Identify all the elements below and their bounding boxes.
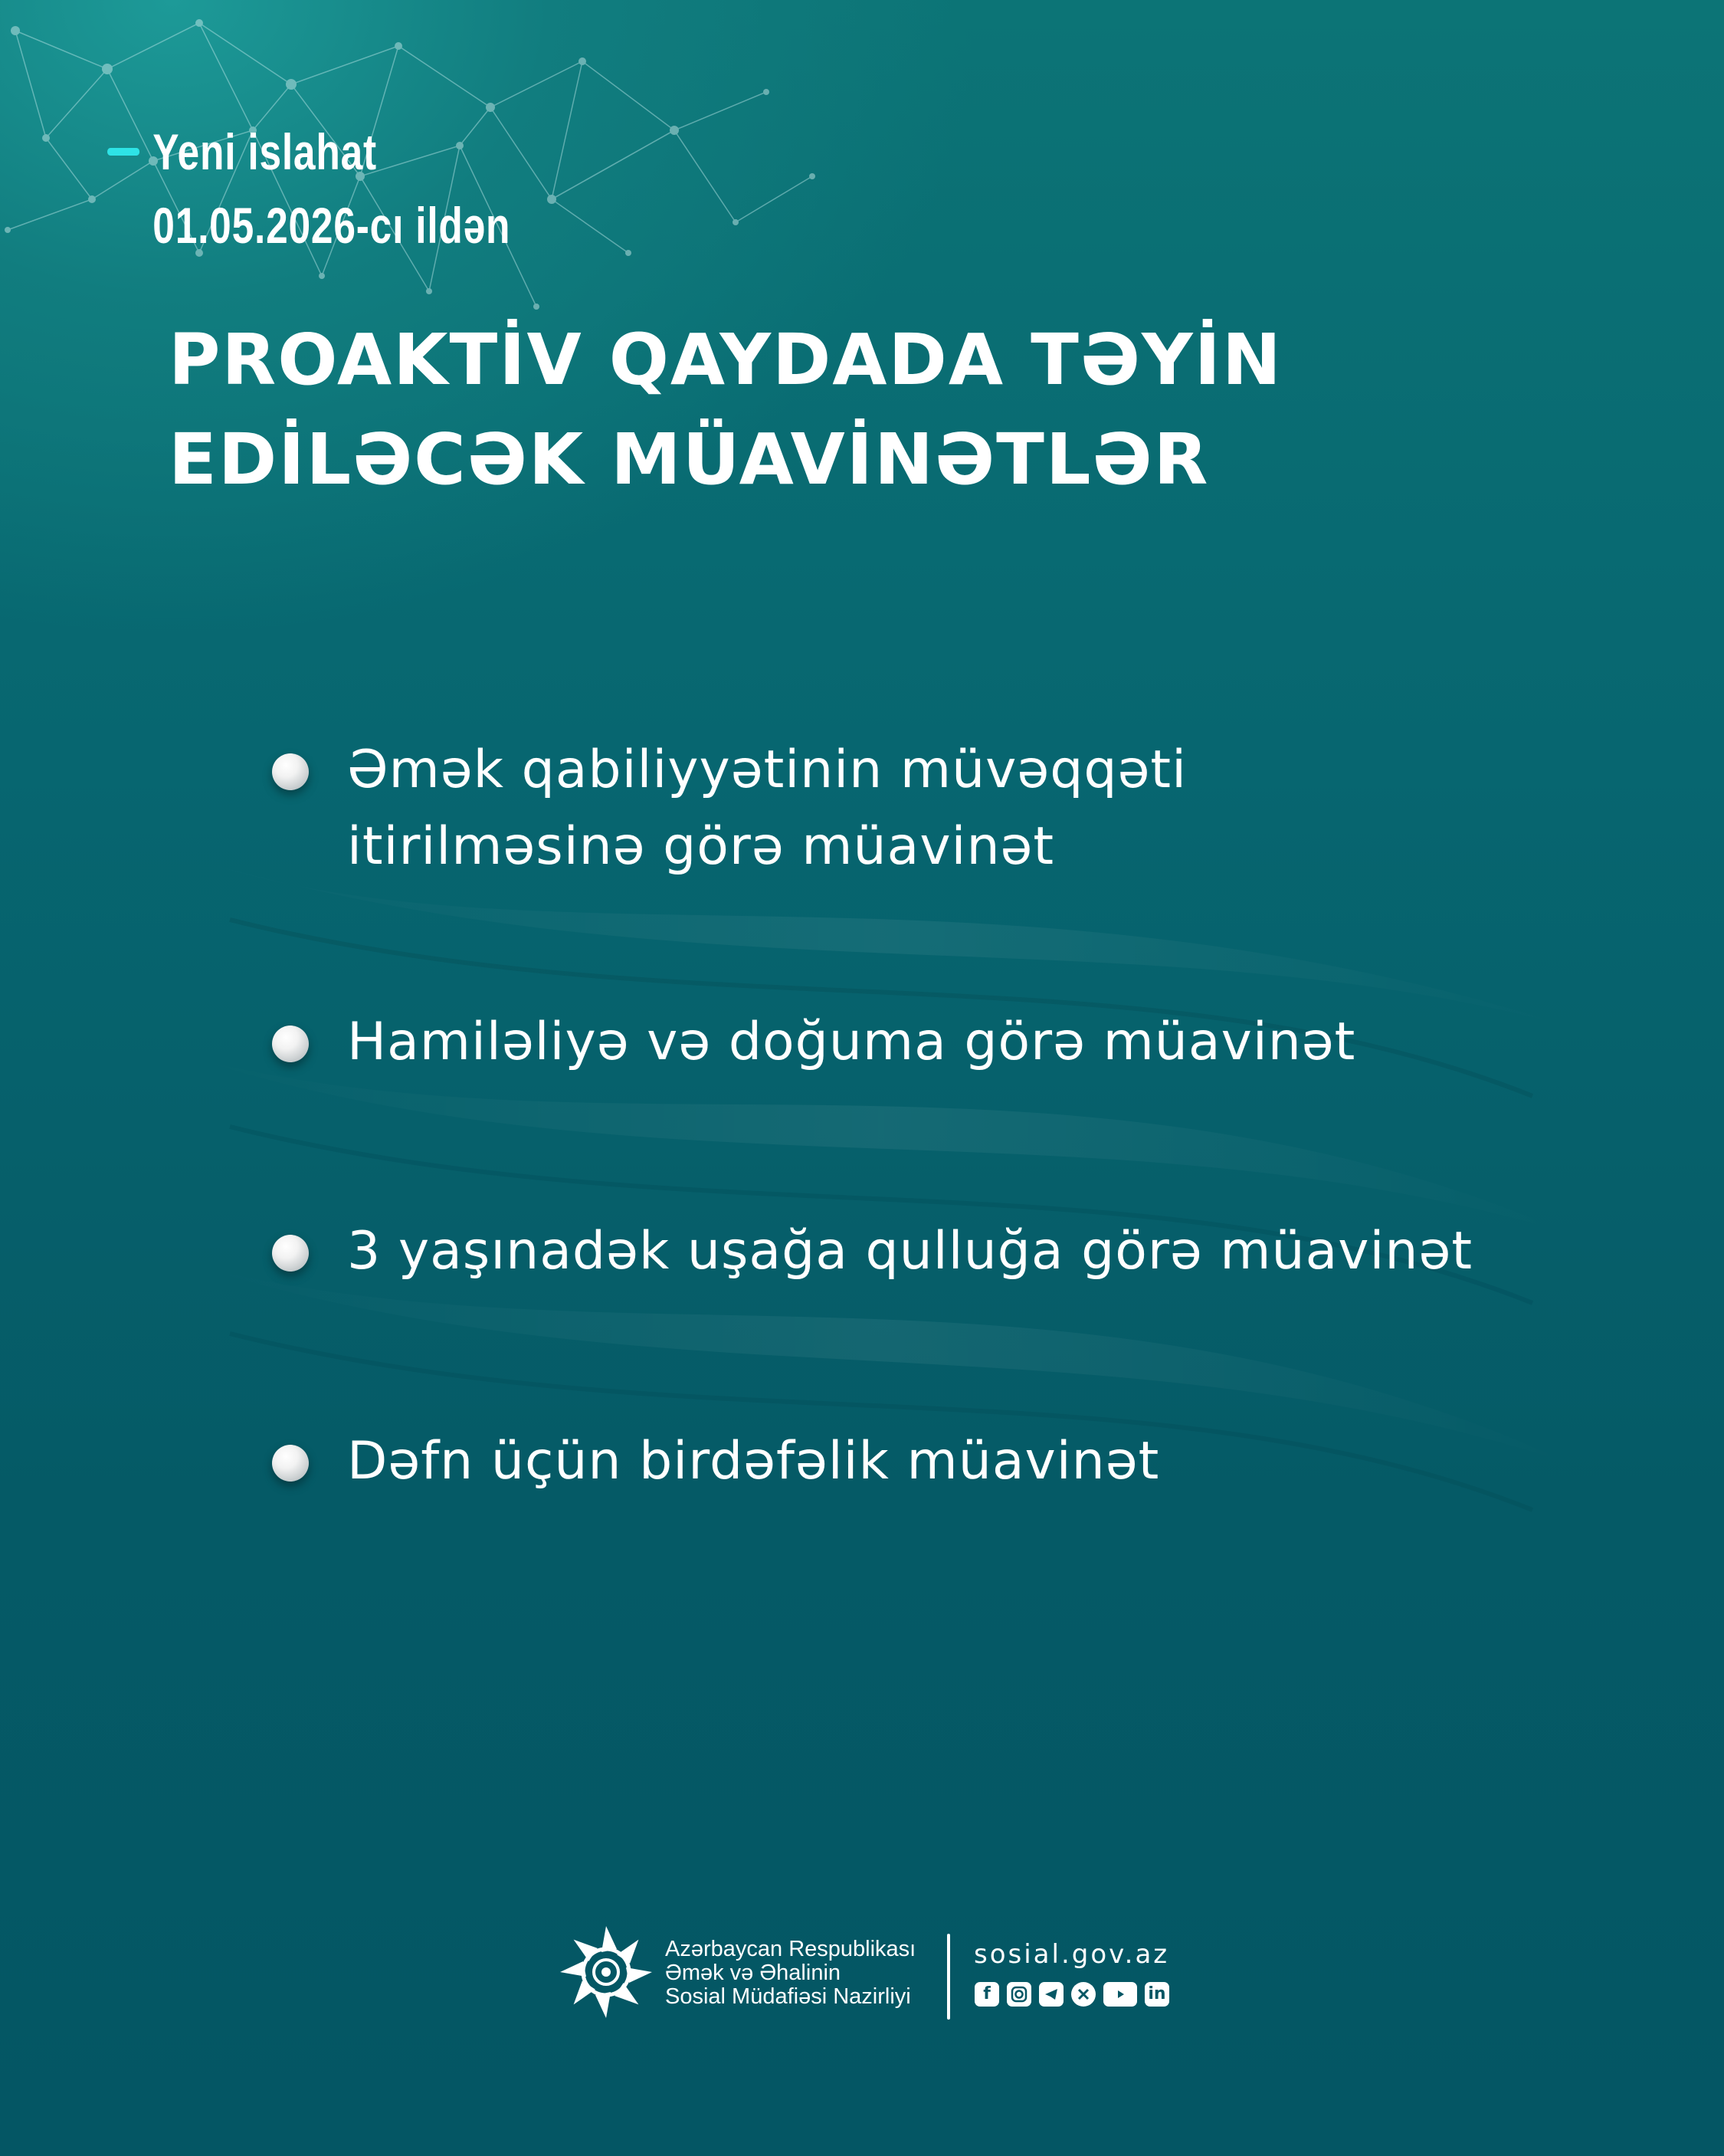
facebook-icon[interactable]: f [975,1982,999,2007]
title-line-1: PROAKTİV QAYDADA TƏYİN [169,319,1283,401]
benefit-item [272,1004,1355,1081]
page-title [169,310,1283,510]
youtube-icon[interactable] [1103,1982,1137,2007]
bullet-icon [272,1445,309,1482]
accent-dash [107,148,139,156]
ministry-line: Azərbaycan Respublikası [665,1937,916,1961]
bullet-icon [272,753,309,790]
footer-divider [947,1934,950,2020]
benefit-line: itirilməsinə görə müavinət [347,816,1055,877]
telegram-icon[interactable] [1039,1982,1064,2007]
tagline-reform: Yeni islahat [152,123,377,180]
linkedin-icon[interactable]: in [1145,1982,1169,2007]
benefit-text [347,1213,1473,1290]
bullet-icon [272,1025,309,1062]
benefit-item [272,1213,1473,1290]
ministry-line: Əmək və Əhalinin [665,1961,841,1985]
tagline [107,115,510,262]
benefit-text [347,732,1187,885]
x-icon[interactable] [1071,1982,1096,2007]
ministry-line: Sosial Müdafiəsi Nazirliyi [665,1984,911,2009]
instagram-icon[interactable] [1007,1982,1031,2007]
ministry-name [665,1938,916,2009]
benefit-line: Əmək qabiliyyətinin müvəqqəti [347,740,1187,800]
tagline-date: 01.05.2026-cı ildən [152,197,511,254]
website-link[interactable]: sosial.gov.az [974,1939,1170,1970]
benefit-item [272,1423,1159,1500]
benefit-text [347,1423,1159,1500]
benefit-line: Hamiləliyə və doğuma görə müavinət [347,1012,1356,1072]
benefit-text [347,1004,1355,1081]
title-line-2: EDİLƏCƏK MÜAVİNƏTLƏR [169,418,1210,500]
ministry-emblem-icon [556,1922,656,2022]
bullet-icon [272,1235,309,1272]
benefit-line: 3 yaşınadək uşağa qulluğa görə müavinət [347,1221,1473,1281]
benefit-line: Dəfn üçün birdəfəlik müavinət [347,1431,1160,1491]
benefit-item [272,732,1187,885]
social-links [975,1982,1169,2007]
